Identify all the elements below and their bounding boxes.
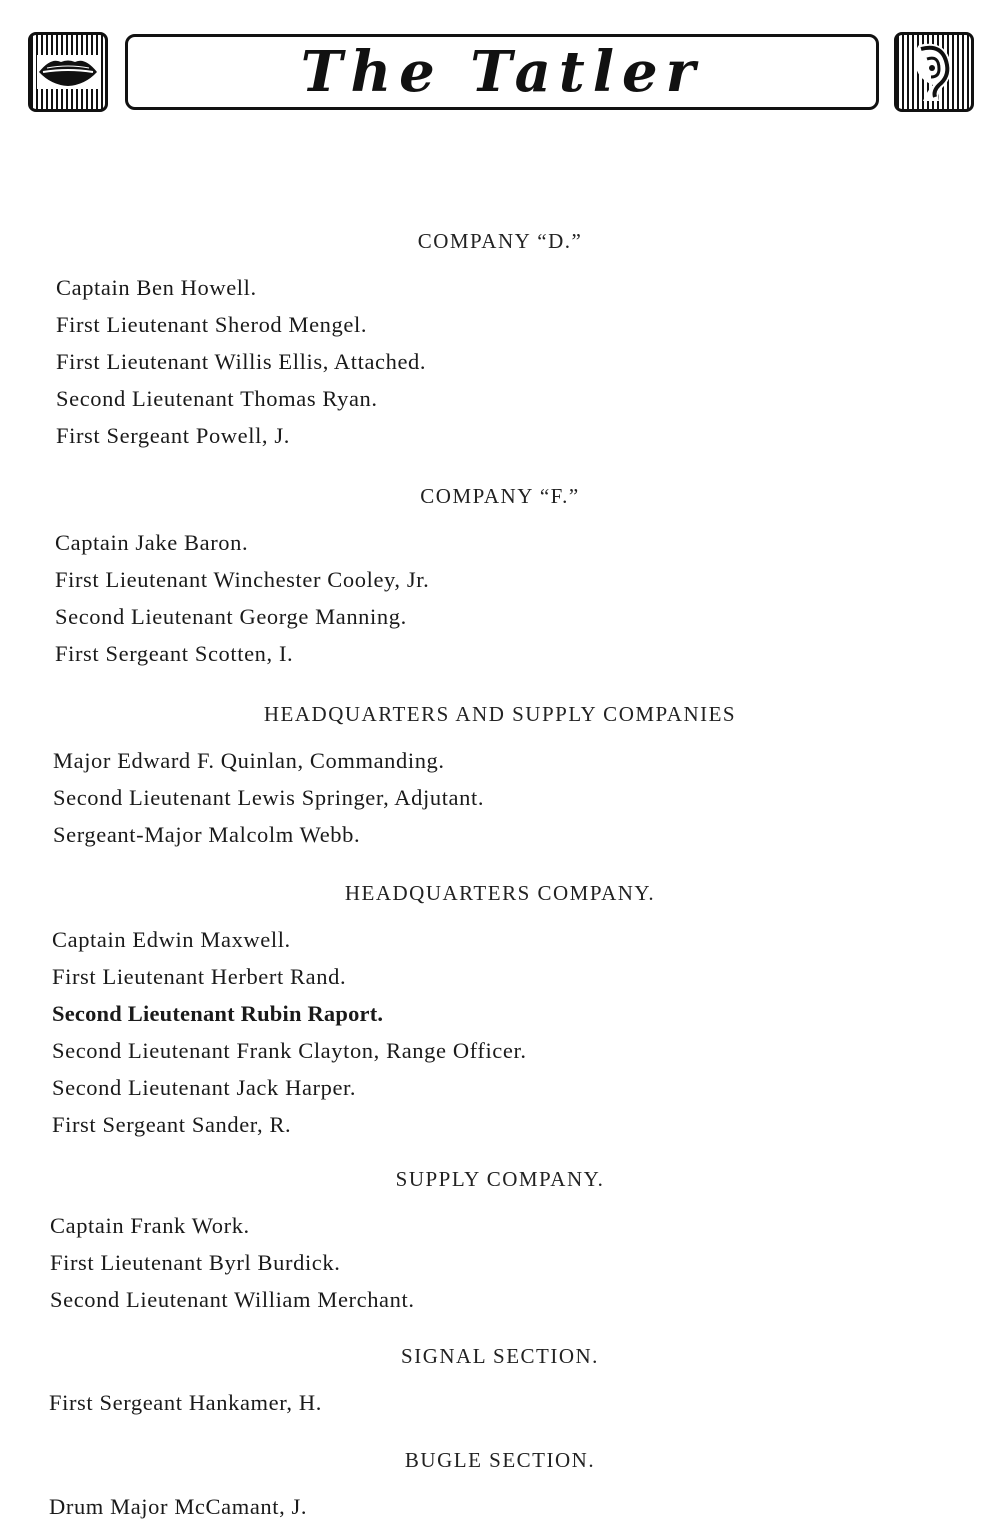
list-item: Second Lieutenant William Merchant. [50, 1287, 415, 1312]
list-item: First Lieutenant Sherod Mengel. [56, 312, 368, 337]
list-item: First Sergeant Powell, J. [56, 423, 290, 448]
section-heading: COMPANY “D.” [417, 229, 583, 253]
publication-title: The Tatler [300, 39, 704, 105]
roster-list [0, 269, 1000, 454]
section-heading: SIGNAL SECTION. [401, 1344, 599, 1368]
roster-list [0, 524, 1000, 672]
list-item: First Lieutenant Byrl Burdick. [50, 1250, 341, 1275]
list-item: Second Lieutenant George Manning. [55, 604, 407, 629]
list-item: First Lieutenant Willis Ellis, Attached. [56, 349, 427, 374]
list-item: Captain Ben Howell. [56, 275, 257, 300]
section-headquarters-and-supply [0, 702, 1000, 853]
roster-list [0, 1207, 1000, 1318]
list-item: First Sergeant Sander, R. [52, 1112, 292, 1137]
section-supply-company [0, 1167, 1000, 1318]
section-heading: SUPPLY COMPANY. [395, 1167, 605, 1191]
list-item: Sergeant-Major Malcolm Webb. [53, 822, 361, 847]
roster-list [0, 1488, 1000, 1525]
list-item: Captain Frank Work. [50, 1213, 250, 1238]
list-item: First Lieutenant Winchester Cooley, Jr. [55, 567, 430, 592]
list-item: Captain Jake Baron. [55, 530, 249, 555]
section-heading: HEADQUARTERS AND SUPPLY COMPANIES [263, 702, 737, 726]
list-item: Second Lieutenant Rubin Raport. [52, 1001, 384, 1026]
lips-icon [28, 32, 108, 112]
section-headquarters-company [0, 881, 1000, 1143]
list-item: Second Lieutenant Thomas Ryan. [56, 386, 378, 411]
masthead [28, 30, 974, 116]
list-item: Second Lieutenant Jack Harper. [52, 1075, 357, 1100]
section-bugle [0, 1448, 1000, 1525]
list-item: First Sergeant Hankamer, H. [49, 1390, 322, 1415]
masthead-title-box [125, 34, 879, 110]
list-item: Drum Major McCamant, J. [49, 1494, 308, 1519]
list-item: First Sergeant Scotten, I. [55, 641, 294, 666]
roster-list [0, 742, 1000, 853]
list-item: Second Lieutenant Frank Clayton, Range Officer. [52, 1038, 527, 1063]
section-company-d [0, 229, 1000, 454]
section-signal [0, 1344, 1000, 1421]
ear-icon [894, 32, 974, 112]
roster-list [0, 1384, 1000, 1421]
list-item: Second Lieutenant Lewis Springer, Adjutant. [53, 785, 485, 810]
list-item: First Lieutenant Herbert Rand. [52, 964, 347, 989]
section-heading: HEADQUARTERS COMPANY. [344, 881, 656, 905]
section-company-f [0, 484, 1000, 672]
roster-list [0, 921, 1000, 1143]
section-heading: BUGLE SECTION. [404, 1448, 596, 1472]
list-item: Major Edward F. Quinlan, Commanding. [53, 748, 445, 773]
list-item: Captain Edwin Maxwell. [52, 927, 291, 952]
section-heading: COMPANY “F.” [420, 484, 580, 508]
